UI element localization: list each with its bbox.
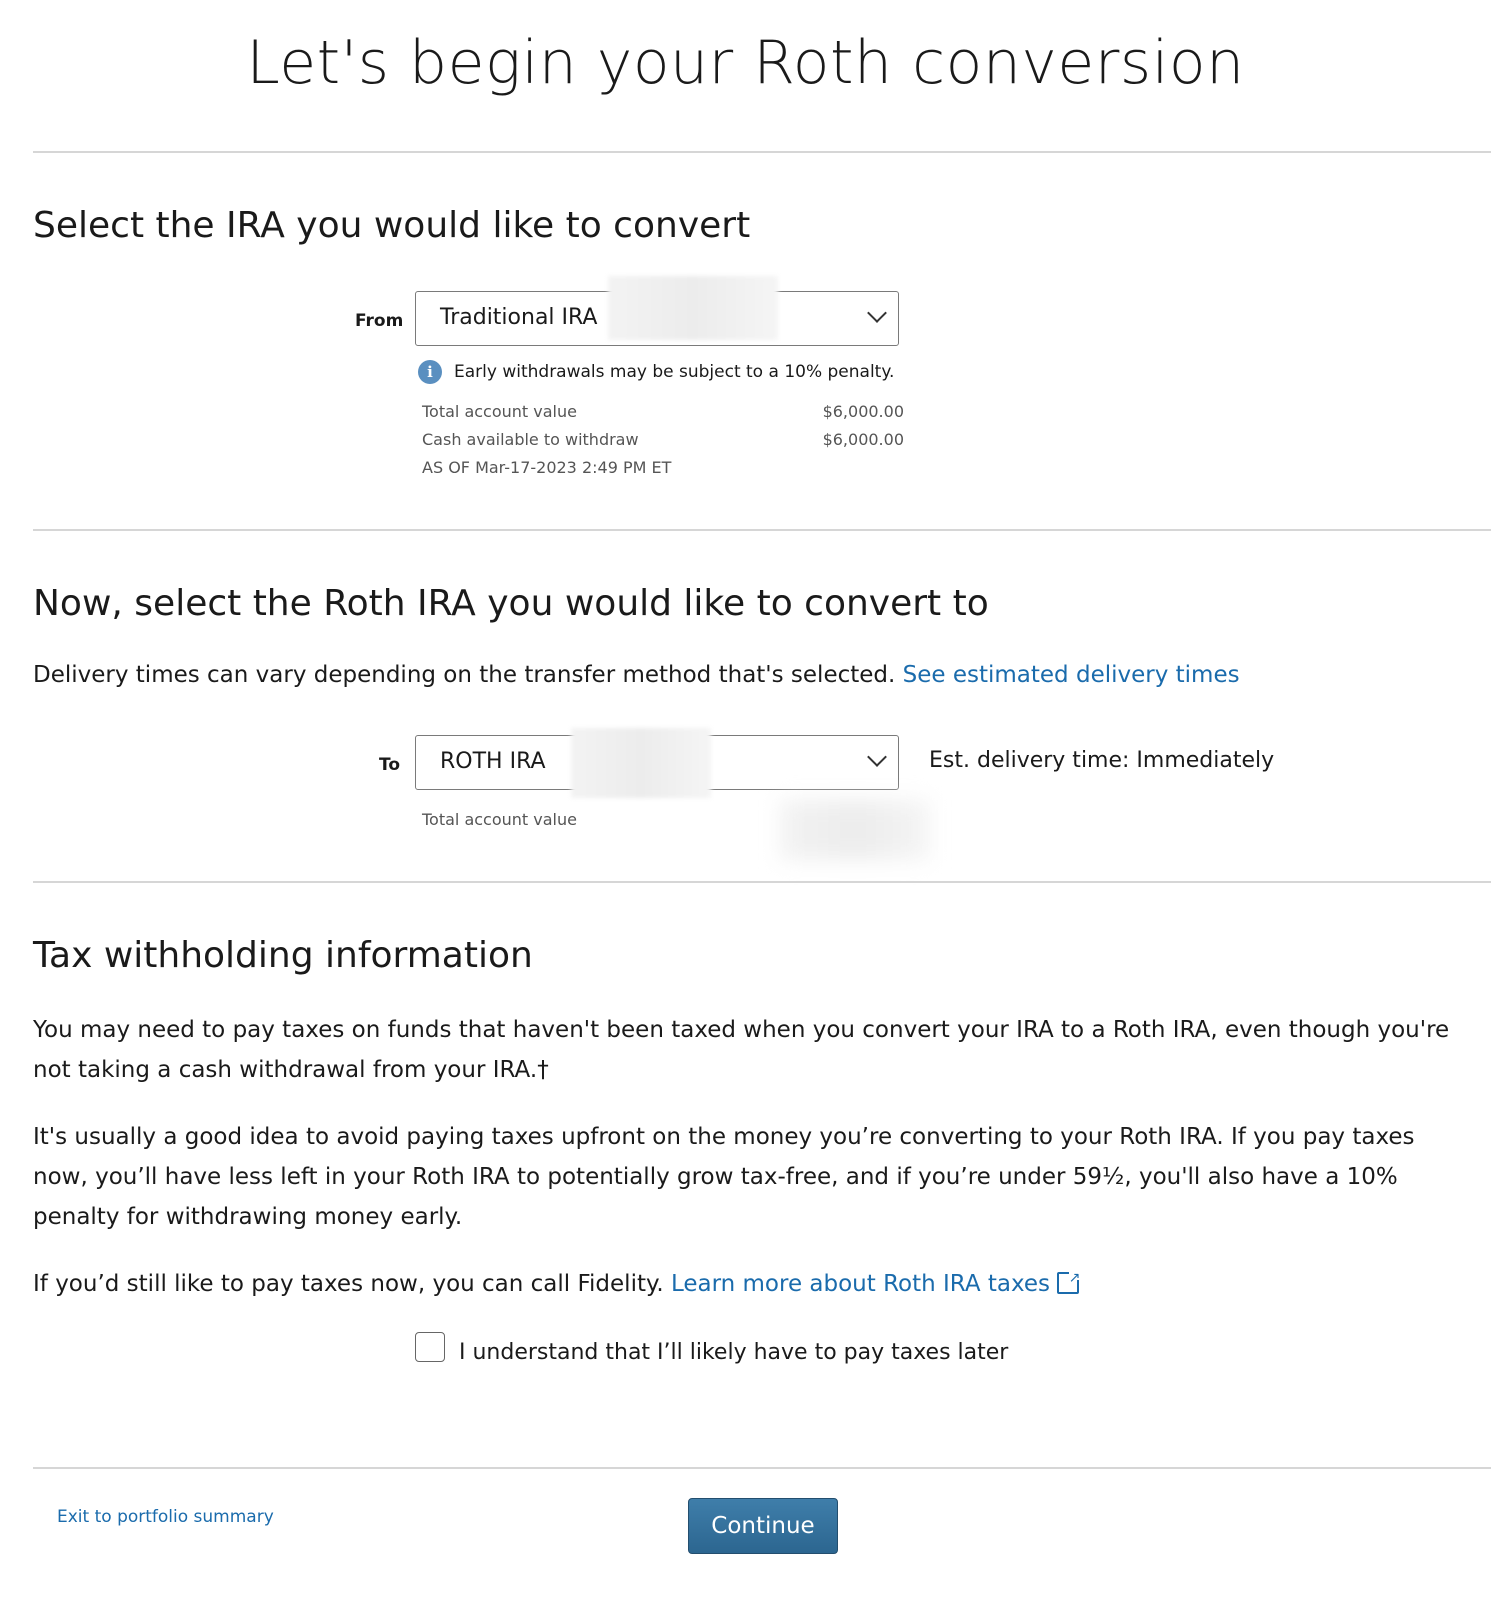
call-fidelity-text: If you’d still like to pay taxes now, you can call Fidelity. bbox=[33, 1271, 664, 1297]
total-value-label: Total account value bbox=[422, 402, 577, 421]
divider bbox=[33, 1467, 1491, 1469]
external-link-icon: ↗ bbox=[1057, 1272, 1079, 1294]
to-account-select[interactable] bbox=[415, 735, 899, 790]
to-select-value: ROTH IRA bbox=[440, 749, 546, 774]
divider bbox=[33, 151, 1491, 153]
divider bbox=[33, 881, 1491, 883]
section-heading-to: Now, select the Roth IRA you would like to convert to bbox=[33, 583, 989, 624]
roth-taxes-link[interactable] bbox=[671, 1271, 1079, 1297]
cash-available-value: $6,000.00 bbox=[822, 430, 904, 449]
exit-to-portfolio-link[interactable]: Exit to portfolio summary bbox=[57, 1507, 274, 1527]
from-select-value: Traditional IRA bbox=[440, 305, 598, 330]
section-heading-tax: Tax withholding information bbox=[33, 935, 533, 976]
tax-paragraph-1: You may need to pay taxes on funds that haven't been taxed when you convert your IRA to a Roth IRA, even though you're not taking a cash withdrawal from your IRA.† bbox=[33, 1017, 1450, 1083]
est-delivery-time: Est. delivery time: Immediately bbox=[929, 748, 1275, 773]
as-of-timestamp: AS OF Mar-17-2023 2:49 PM ET bbox=[422, 458, 672, 477]
redacted-value bbox=[780, 800, 930, 860]
chevron-down-icon bbox=[867, 747, 887, 767]
divider bbox=[33, 529, 1491, 531]
from-account-select[interactable] bbox=[415, 291, 899, 346]
tax-paragraph-2: It's usually a good idea to avoid paying taxes upfront on the money you’re converting to your Roth IRA. If you pay taxes now, you’ll have less left in your Roth IRA to potentially grow tax-free, and if you’re under 59½, you'll also have a 10% penalty for withdrawing money early. bbox=[33, 1124, 1415, 1230]
roth-taxes-link-text: Learn more about Roth IRA taxes bbox=[670, 1271, 1051, 1297]
delivery-text: Delivery times can vary depending on the transfer method that's selected. bbox=[33, 662, 896, 688]
from-label: From bbox=[355, 311, 404, 331]
understand-taxes-checkbox[interactable] bbox=[415, 1332, 445, 1362]
to-total-value-label: Total account value bbox=[422, 810, 577, 829]
penalty-info: Early withdrawals may be subject to a 10% penalty. bbox=[454, 362, 895, 382]
chevron-down-icon bbox=[867, 303, 887, 323]
tax-paragraph-3 bbox=[33, 1264, 1473, 1304]
to-label: To bbox=[379, 755, 401, 775]
see-delivery-times-link[interactable]: See estimated delivery times bbox=[902, 662, 1240, 688]
redacted-account bbox=[608, 276, 778, 340]
info-icon: i bbox=[418, 360, 442, 384]
cash-available-label: Cash available to withdraw bbox=[422, 430, 639, 449]
section-heading-from: Select the IRA you would like to convert bbox=[33, 205, 751, 246]
checkbox-label[interactable]: I understand that I’ll likely have to pay taxes later bbox=[459, 1340, 1009, 1365]
redacted-account bbox=[571, 728, 711, 798]
delivery-description bbox=[33, 662, 1240, 688]
total-value: $6,000.00 bbox=[822, 402, 904, 421]
continue-button[interactable]: Continue bbox=[688, 1498, 838, 1554]
page-title: Let's begin your Roth conversion bbox=[246, 28, 1245, 98]
